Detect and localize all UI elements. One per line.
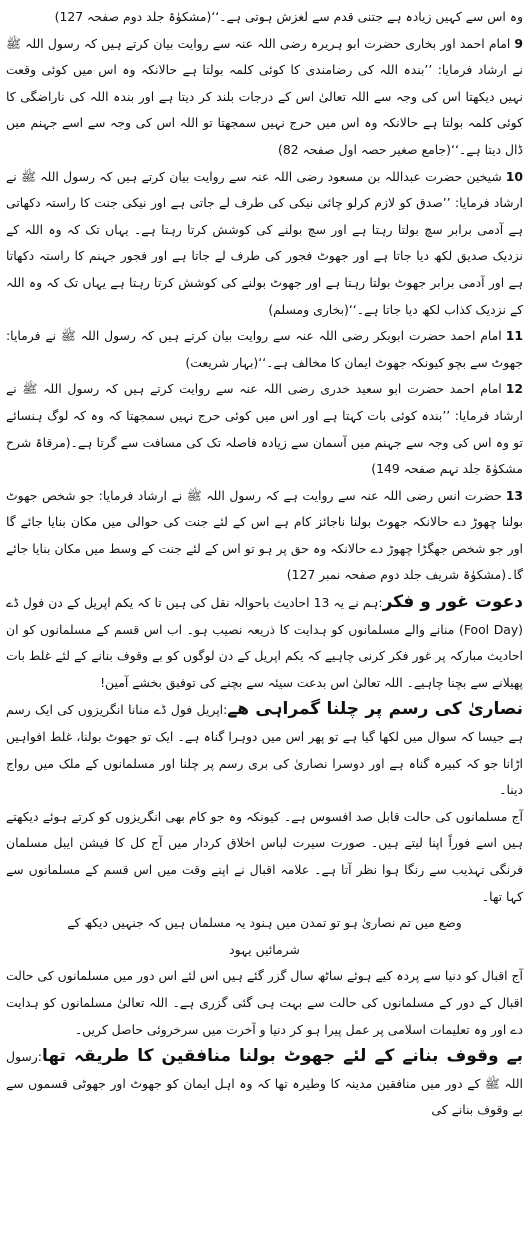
hadith-number: 9 [514,35,523,51]
poetry-verse: شرمائیں یہود [229,941,300,957]
paragraph-text: :ہم نے یہ 13 احادیث باحوالہ نقل کی ہیں تا کہ یکم اپریل کے دن فول ڈے (Fool Day) منانے والے مسلمانوں کو ہدایت کا ذریعہ نصیب ہو۔ اب اس قسم کے مسلمانوں کو ان احادیث مبارکہ پر غور فکر کرنی چاہیے کہ یکم اپریل کے دن لوگوں کو بے وقوف بنانے کے لئے غلط بات پھیلانے سے بچنا چاہیے۔ اللہ تعالیٰ اس بدعت سیئہ سے بچنے کی توفیق بخشے آمین! [6,595,523,690]
paragraph-text: آج مسلمانوں کی حالت قابل صد افسوس ہے۔ کیونکہ وہ جو کام بھی انگریزوں کو کرتے ہوئے دیکھتے ہیں اسے فوراً اپنا لیتے ہیں۔ صورت سیرت لباس اخلاق کردار میں آج کل کا فیشن ایبل مسلمان فرنگی تہذیب سے رنگا ہوا نظر آتا ہے۔ علامہ اقبال نے اپنے وقت میں اس قسم کے مسلمانوں سے کہا تھا۔ [6,808,523,904]
paragraph-text: امام احمد حضرت ابو سعید خدری رضی اللہ عنہ سے روایت کرتے ہیں کہ رسول اللہ ﷺ نے ارشاد فرمایا: ’’بندہ کوئی بات کہتا ہے اور اس میں کوئی حرج نہیں سمجھتا کہ وہ کہ لوگ ہنسائے تو وہ اس کی وجہ سے جہنم میں آسمان سے زیادہ فاصلہ تک کی مسافت سے گرتا ہے۔(مرقاۃ شرح مشکوٰۃ جلد نہم صفحہ 149) [6,381,523,477]
hadith-paragraph [6,164,523,324]
hadith-number: 12 [505,381,523,397]
paragraph-text: امام احمد حضرت ابوبکر رضی اللہ عنہ سے روایت بیان کرتے ہیں کہ رسول اللہ ﷺ نے فرمایا: جھوٹ سے بچو کیونکہ جھوٹ ایمان کا مخالف ہے۔‘‘(بہار شریعت) [6,328,523,370]
paragraph-text: آج اقبال کو دنیا سے پردہ کیے ہوئے ساٹھ سال گزر گئے ہیں اس لئے اس دور میں مسلمانوں کی حالت اقبال کے دور کے مسلمانوں کی حالت سے بہت ہی گئی گزری ہے۔ اللہ تعالیٰ مسلمانوں کو ہدایت دے اور وہ تعلیمات اسلامی پر عمل پیرا ہو کر دنیا و آخرت میں سرخروئی حاصل کریں۔ [6,968,523,1037]
paragraph-text: وہ اس سے کہیں زیادہ ہے جتنی قدم سے لغزش ہوتی ہے۔‘‘(مشکوٰۃ جلد دوم صفحہ 127) [54,9,523,24]
paragraph-text: امام احمد اور بخاری حضرت ابو ہریرہ رضی اللہ عنہ سے روایت بیان کرتے ہیں کہ رسول اللہ ﷺ نے ارشاد فرمایا: ’’بندہ اللہ کی رضامندی کا کوئی کلمہ بولتا ہے حالانکہ وہ اس میں کوئی وقعت نہیں دیکھتا اس کی وجہ سے اللہ تعالیٰ اس کے درجات بلند کر دیتا ہے اور بندہ اللہ کی ناراضگی کا کوئی کلمہ بولتا ہے حالانکہ وہ اس میں حرج نہیں سمجھتا تو اللہ اس کی وجہ سے اسے جہنم میں ڈال دیتا ہے۔‘‘(جامع صغیر حصہ اول صفحہ 82) [6,35,523,157]
paragraph-text: حضرت انس رضی اللہ عنہ سے روایت ہے کہ رسول اللہ ﷺ نے ارشاد فرمایا: جو شخص جھوٹ بولنا چھوڑ دے حالانکہ جھوٹ بولنا ناجائز کام ہے اس کے لئے جنت کی حوالی میں مکان بنایا جائے گا اور جو شخص جھگڑا چھوڑ دے حالانکہ وہ حق پر ہو تو اس کے لئے جنت کے وسط میں مکان بنایا جائے گا۔(مشکوٰۃ شریف جلد دوم صفحہ نمبر 127) [6,487,523,583]
hadith-number: 11 [505,328,523,344]
paragraph [6,4,523,31]
hadith-paragraph [6,31,523,164]
section-heading: دعوت غور و فکر [382,592,523,613]
hadith-paragraph [6,483,523,589]
section-heading: بے وقوف بنانے کے لئے جھوٹ بولنا منافقین کا طریقہ تھا [41,1046,523,1067]
hadith-paragraph [6,323,523,376]
section-paragraph [6,696,523,803]
paragraph-text: :اپریل فول ڈے منانا انگریزوں کی ایک رسم ہے جیسا کہ سوال میں لکھا گیا ہے تو پھر اس میں دوہرا گناہ ہے۔ ایک تو جھوٹ بولنا، غلط افواہیں اڑانا جو کہ کبیرہ گناہ ہے اور دوسرا نصاریٰ کی بری رسم پر چلنا اور مسلمانوں کے ملک میں رواج دینا۔ [6,702,523,798]
paragraph [6,963,523,1043]
section-heading: نصاریٰ کی رسم پر چلنا گمراہی ھے [227,699,524,720]
paragraph-text: :رسول اللہ ﷺ کے دور میں منافقین مدینہ کا وطیرہ تھا کہ وہ اہل ایمان کو جھوٹ اور جھوٹی قسموں سے بے وقوف بنانے کی [6,1049,523,1118]
hadith-number: 10 [505,168,523,184]
section-paragraph [6,1043,523,1124]
hadith-paragraph [6,376,523,482]
hadith-number: 13 [505,487,523,503]
poetry-verse: وضع میں تم نصاریٰ ہو تو تمدن میں ہنود یہ مسلماں ہیں کہ جنہیں دیکھ کے [67,915,462,931]
paragraph-text: شیخین حضرت عبداللہ بن مسعود رضی اللہ عنہ سے روایت بیان کرتے ہیں کہ رسول اللہ ﷺ نے ارشاد فرمایا: ’’صدق کو لازم کرلو چائی نیکی کی طرف لے جاتی ہے اور نیکی جنت کا راستہ دکھاتی ہے آدمی برابر سچ بولتا رہتا ہے اور سچ بولنے کی کوشش کرتا رہتا ہے۔ یہاں تک کہ وہ اللہ کے نزدیک صدیق لکھ دیا جاتا ہے اور جھوٹ فجور کی طرف لے جاتا ہے اور فجور جہنم کا راستہ دکھاتا ہے اور آدمی برابر جھوٹ بولتا رہتا ہے اور جھوٹ بولنے کی کوشش کرتا رہتا ہے یہاں تک کہ وہ اللہ کے نزدیک کذاب لکھ دیا جاتا ہے۔‘‘(بخاری ومسلم) [6,168,523,317]
section-paragraph [6,589,523,696]
paragraph [6,804,523,910]
